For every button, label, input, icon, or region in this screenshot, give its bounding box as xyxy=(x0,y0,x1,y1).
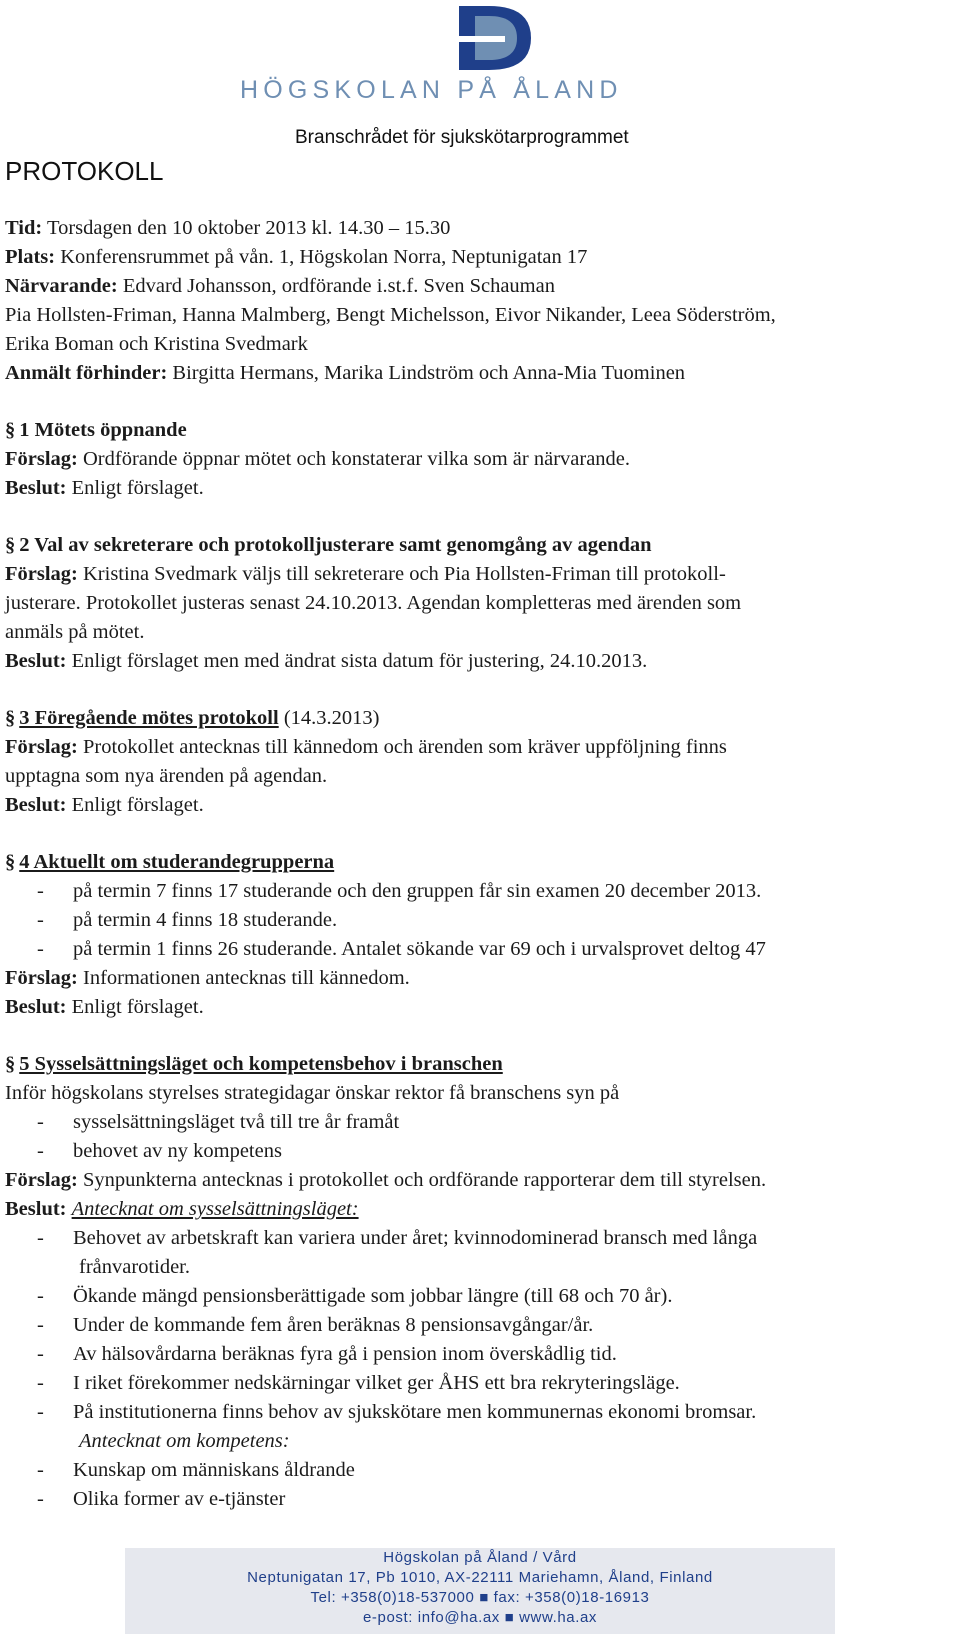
list-dash: - xyxy=(37,909,44,931)
section-4-decision xyxy=(5,993,955,1022)
list-item-text: behovet av ny kompetens xyxy=(73,1140,282,1162)
section-3-proposal-text: Protokollet antecknas till kännedom och ärenden som kräver uppföljning finns xyxy=(83,736,727,758)
section-3-proposal xyxy=(5,733,955,762)
section-symbol: § xyxy=(5,1053,16,1075)
decision-label: Beslut: xyxy=(5,1198,67,1220)
section-4-decision-text: Enligt förslaget. xyxy=(71,996,204,1018)
list-dash: - xyxy=(37,880,44,902)
list-item-text: På institutionerna finns behov av sjukskötare men kommunernas ekonomi bromsar. xyxy=(73,1401,757,1423)
decision-label: Beslut: xyxy=(5,996,67,1018)
list-item-text: I riket förekommer nedskärningar vilket ger ÅHS ett bra rekryteringsläge. xyxy=(73,1372,680,1394)
meta-place-value: Konferensrummet på vån. 1, Högskolan Norra, Neptunigatan 17 xyxy=(60,246,588,268)
meta-time-label: Tid: xyxy=(5,217,43,239)
section-2-proposal-line2: justerare. Protokollet justeras senast 24.10.2013. Agendan kompletteras med ärenden som xyxy=(5,592,742,614)
list-item xyxy=(5,935,955,964)
logo-wordmark: HÖGSKOLAN PÅ ÅLAND xyxy=(240,76,623,104)
section-5-intro: Inför högskolans styrelses strategidagar önskar rektor få branschens syn på xyxy=(5,1082,620,1104)
section-1-decision xyxy=(5,474,955,503)
proposal-label: Förslag: xyxy=(5,736,78,758)
decision-label: Beslut: xyxy=(5,794,67,816)
section-1-heading xyxy=(5,416,955,445)
section-5-competence-note: Antecknat om kompetens: xyxy=(79,1430,290,1452)
list-item-text: Olika former av e-tjänster xyxy=(73,1488,286,1510)
section-1-proposal-text: Ordförande öppnar mötet och konstaterar vilka som är närvarande. xyxy=(83,448,631,470)
proposal-label: Förslag: xyxy=(5,967,78,989)
list-item xyxy=(5,1485,955,1514)
meta-time-value: Torsdagen den 10 oktober 2013 kl. 14.30 – 15.30 xyxy=(47,217,451,239)
list-dash: - xyxy=(37,1372,44,1394)
meta-present-value: Edvard Johansson, ordförande i.st.f. Sven Schauman xyxy=(122,275,555,297)
section-5-decision-note: Antecknat om sysselsättningsläget: xyxy=(71,1198,359,1220)
footer-address: Neptunigatan 17, Pb 1010, AX-22111 Mariehamn, Åland, Finland xyxy=(247,1569,713,1586)
footer-phone: Tel: +358(0)18-537000 ■ fax: +358(0)18-16913 xyxy=(310,1589,650,1606)
section-2-proposal-text: Kristina Svedmark väljs till sekreterare och Pia Hollsten-Friman till protokoll- xyxy=(83,563,726,585)
section-2-heading xyxy=(5,531,955,560)
section-2-decision xyxy=(5,647,955,676)
list-item-text: Kunskap om människans åldrande xyxy=(73,1459,355,1481)
meta-place-label: Plats: xyxy=(5,246,56,268)
list-dash: - xyxy=(37,1401,44,1423)
list-item xyxy=(5,1456,955,1485)
section-5-proposal xyxy=(5,1166,955,1195)
list-dash: - xyxy=(37,1140,44,1162)
section-symbol: § xyxy=(5,419,16,441)
meta-time xyxy=(5,214,955,243)
section-2-title: 2 Val av sekreterare och protokolljusterare samt genomgång av agendan xyxy=(19,534,652,556)
list-item xyxy=(5,1369,955,1398)
section-3-heading xyxy=(5,704,955,733)
list-item xyxy=(5,1311,955,1340)
list-item-continuation: frånvarotider. xyxy=(79,1256,190,1278)
section-4-proposal xyxy=(5,964,955,993)
section-1-decision-text: Enligt förslaget. xyxy=(71,477,204,499)
list-item xyxy=(5,1108,955,1137)
meta-present xyxy=(5,272,955,301)
document-title: PROTOKOLL xyxy=(5,156,164,186)
section-1-title: 1 Mötets öppnande xyxy=(19,419,187,441)
list-item-text: på termin 7 finns 17 studerande och den gruppen får sin examen 20 december 2013. xyxy=(73,880,762,902)
program-name: Branschrådet för sjukskötarprogrammet xyxy=(295,127,629,148)
section-4-proposal-text: Informationen antecknas till kännedom. xyxy=(83,967,410,989)
proposal-label: Förslag: xyxy=(5,1169,78,1191)
list-item-text: på termin 1 finns 26 studerande. Antalet sökande var 69 och i urvalsprovet deltog 47 xyxy=(73,938,766,960)
protocol-body xyxy=(5,214,955,1514)
list-item xyxy=(5,1137,955,1166)
decision-label: Beslut: xyxy=(5,477,67,499)
meta-present-label: Närvarande: xyxy=(5,275,118,297)
section-4-heading xyxy=(5,848,955,877)
list-item-text: på termin 4 finns 18 studerande. xyxy=(73,909,338,931)
list-item xyxy=(5,877,955,906)
list-item xyxy=(5,1282,955,1311)
section-5-title: 5 Sysselsättningsläget och kompetensbehov i branschen xyxy=(19,1053,503,1075)
section-3-date: (14.3.2013) xyxy=(283,707,380,729)
proposal-label: Förslag: xyxy=(5,563,78,585)
footer-contact: e-post: info@ha.ax ■ www.ha.ax xyxy=(362,1609,598,1626)
section-5-decision xyxy=(5,1195,955,1224)
section-2-proposal xyxy=(5,560,955,589)
list-dash: - xyxy=(37,1488,44,1510)
section-symbol: § xyxy=(5,851,16,873)
footer-org: Högskolan på Åland / Vård xyxy=(383,1549,577,1566)
list-item-text: Behovet av arbetskraft kan variera under året; kvinnodominerad bransch med långa xyxy=(73,1227,758,1249)
meta-place xyxy=(5,243,955,272)
section-1-proposal xyxy=(5,445,955,474)
list-item-text: Under de kommande fem åren beräknas 8 pensionsavgångar/år. xyxy=(73,1314,594,1336)
section-4-title: 4 Aktuellt om studerandegrupperna xyxy=(19,851,335,873)
list-dash: - xyxy=(37,1314,44,1336)
proposal-label: Förslag: xyxy=(5,448,78,470)
meta-absent xyxy=(5,359,955,388)
list-item-text: Av hälsovårdarna beräknas fyra gå i pension inom överskådlig tid. xyxy=(73,1343,617,1365)
logo-icon xyxy=(445,2,541,74)
meta-present-line2: Pia Hollsten-Friman, Hanna Malmberg, Bengt Michelsson, Eivor Nikander, Leea Söderström, xyxy=(5,304,776,326)
section-5-heading xyxy=(5,1050,955,1079)
list-item-text: Ökande mängd pensionsberättigade som jobbar längre (till 68 och 70 år). xyxy=(73,1285,673,1307)
section-5-proposal-text: Synpunkterna antecknas i protokollet och ordförande rapporterar dem till styrelsen. xyxy=(83,1169,767,1191)
section-3-proposal-line2: upptagna som nya ärenden på agendan. xyxy=(5,765,328,787)
section-3-title: 3 Föregående mötes protokoll xyxy=(19,707,279,729)
list-dash: - xyxy=(37,1111,44,1133)
section-3-decision xyxy=(5,791,955,820)
list-item xyxy=(5,906,955,935)
meta-absent-label: Anmält förhinder: xyxy=(5,362,168,384)
list-item xyxy=(5,1224,955,1253)
list-dash: - xyxy=(37,1459,44,1481)
section-symbol: § xyxy=(5,534,16,556)
section-3-decision-text: Enligt förslaget. xyxy=(71,794,204,816)
list-dash: - xyxy=(37,938,44,960)
section-2-decision-text: Enligt förslaget men med ändrat sista datum för justering, 24.10.2013. xyxy=(71,650,648,672)
section-2-proposal-line3: anmäls på mötet. xyxy=(5,621,145,643)
list-dash: - xyxy=(37,1227,44,1249)
page-footer xyxy=(125,1548,835,1634)
list-dash: - xyxy=(37,1343,44,1365)
list-item-text: sysselsättningsläget två till tre år framåt xyxy=(73,1111,400,1133)
list-item xyxy=(5,1340,955,1369)
list-dash: - xyxy=(37,1285,44,1307)
meta-absent-value: Birgitta Hermans, Marika Lindström och Anna-Mia Tuominen xyxy=(172,362,686,384)
section-symbol: § xyxy=(5,707,16,729)
meta-present-line3: Erika Boman och Kristina Svedmark xyxy=(5,333,308,355)
list-item xyxy=(5,1398,955,1427)
decision-label: Beslut: xyxy=(5,650,67,672)
